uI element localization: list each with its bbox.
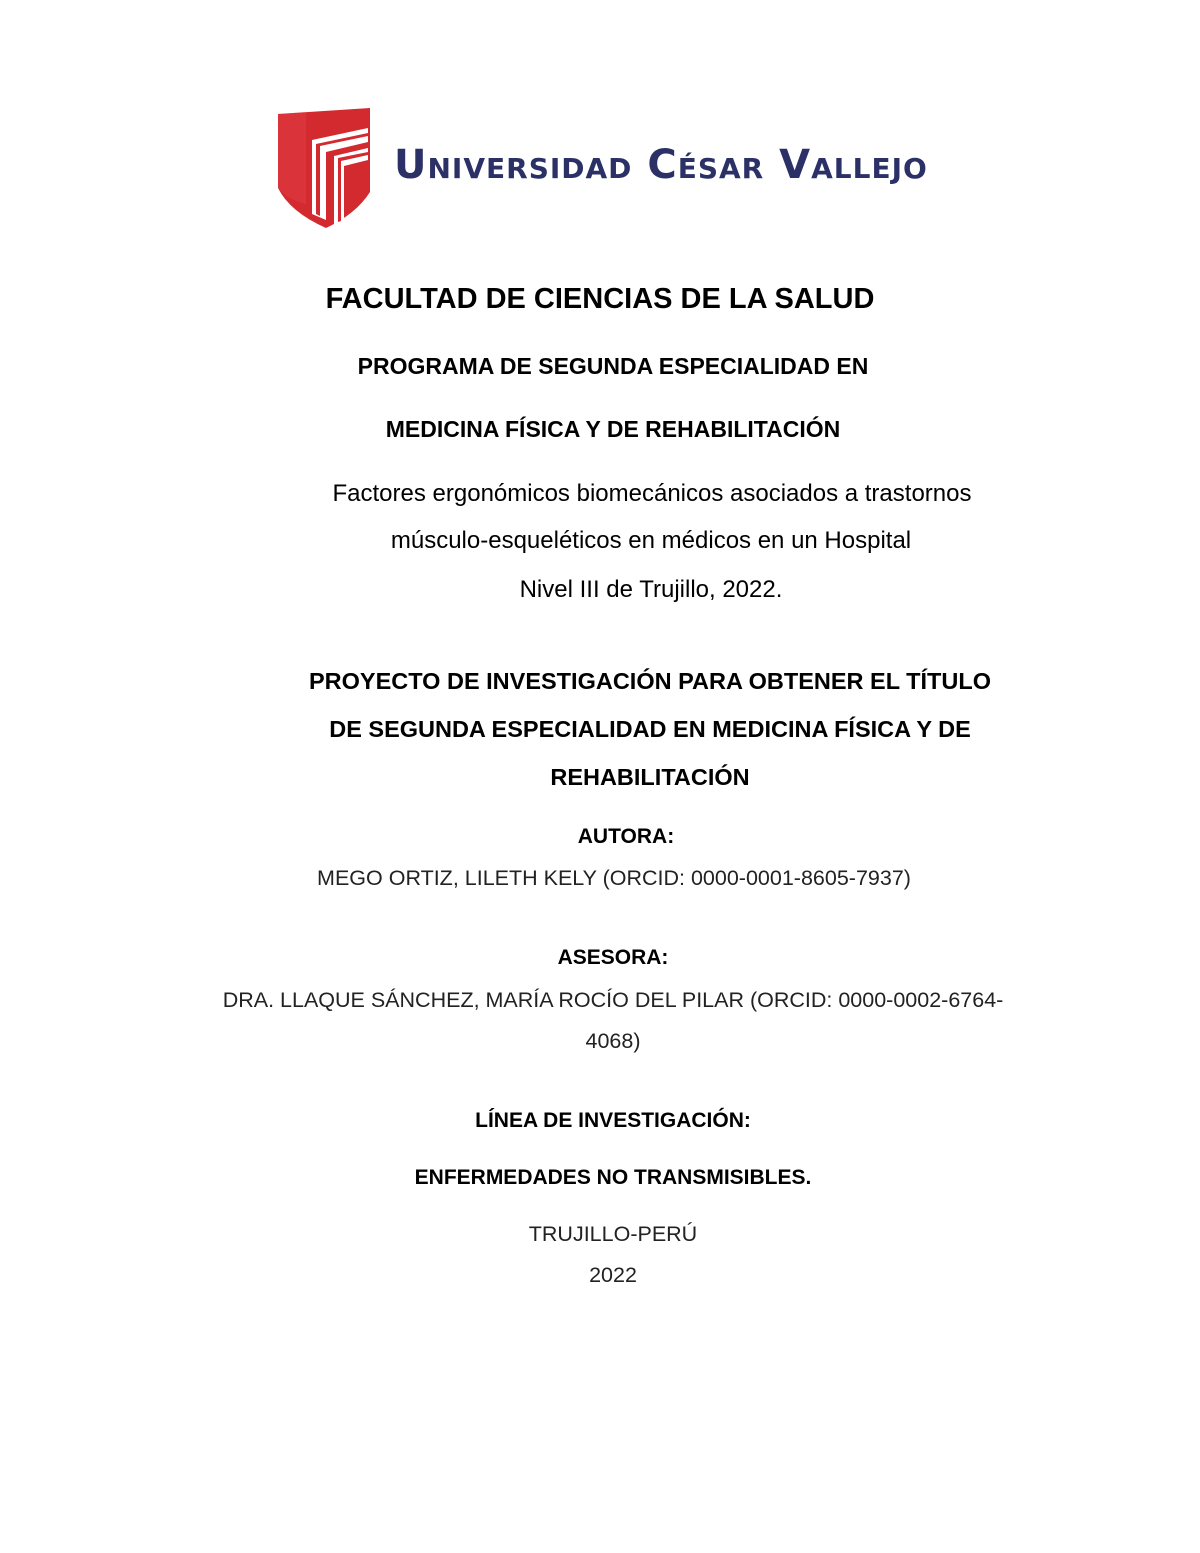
university-name: Universidad César Vallejo: [394, 142, 928, 188]
thesis-title-line-3: Nivel III de Trujillo, 2022.: [519, 576, 783, 603]
project-purpose-line-2: DE SEGUNDA ESPECIALIDAD EN MEDICINA FÍSICA Y DE: [329, 716, 971, 742]
thesis-title-line-2: músculo-esqueléticos en médicos en un Hospital: [390, 527, 912, 554]
thesis-title-line-1: Factores ergonómicos biomecánicos asociados a trastornos: [332, 480, 972, 507]
advisor-label: ASESORA:: [557, 946, 669, 969]
program-heading-line-2: MEDICINA FÍSICA Y DE REHABILITACIÓN: [385, 416, 841, 442]
research-line-value: ENFERMEDADES NO TRANSMISIBLES.: [414, 1166, 812, 1189]
advisor-name-line-1: DRA. LLAQUE SÁNCHEZ, MARÍA ROCÍO DEL PILAR (ORCID: 0000-0002-6764-: [222, 988, 1004, 1012]
university-logo: [276, 108, 966, 230]
faculty-heading: FACULTAD DE CIENCIAS DE LA SALUD: [325, 283, 875, 315]
shield-icon: [276, 108, 376, 230]
advisor-name-line-2: 4068): [585, 1029, 641, 1053]
author-label: AUTORA:: [577, 825, 675, 848]
research-line-label: LÍNEA DE INVESTIGACIÓN:: [475, 1109, 751, 1132]
place: TRUJILLO-PERÚ: [528, 1222, 698, 1246]
project-purpose-line-3: REHABILITACIÓN: [550, 764, 750, 790]
project-purpose-line-1: PROYECTO DE INVESTIGACIÓN PARA OBTENER EL TÍTULO: [309, 668, 991, 694]
program-heading-line-1: PROGRAMA DE SEGUNDA ESPECIALIDAD EN: [357, 353, 869, 379]
author-name: MEGO ORTIZ, LILETH KELY (ORCID: 0000-0001-8605-7937): [317, 866, 911, 890]
year: 2022: [589, 1263, 637, 1287]
